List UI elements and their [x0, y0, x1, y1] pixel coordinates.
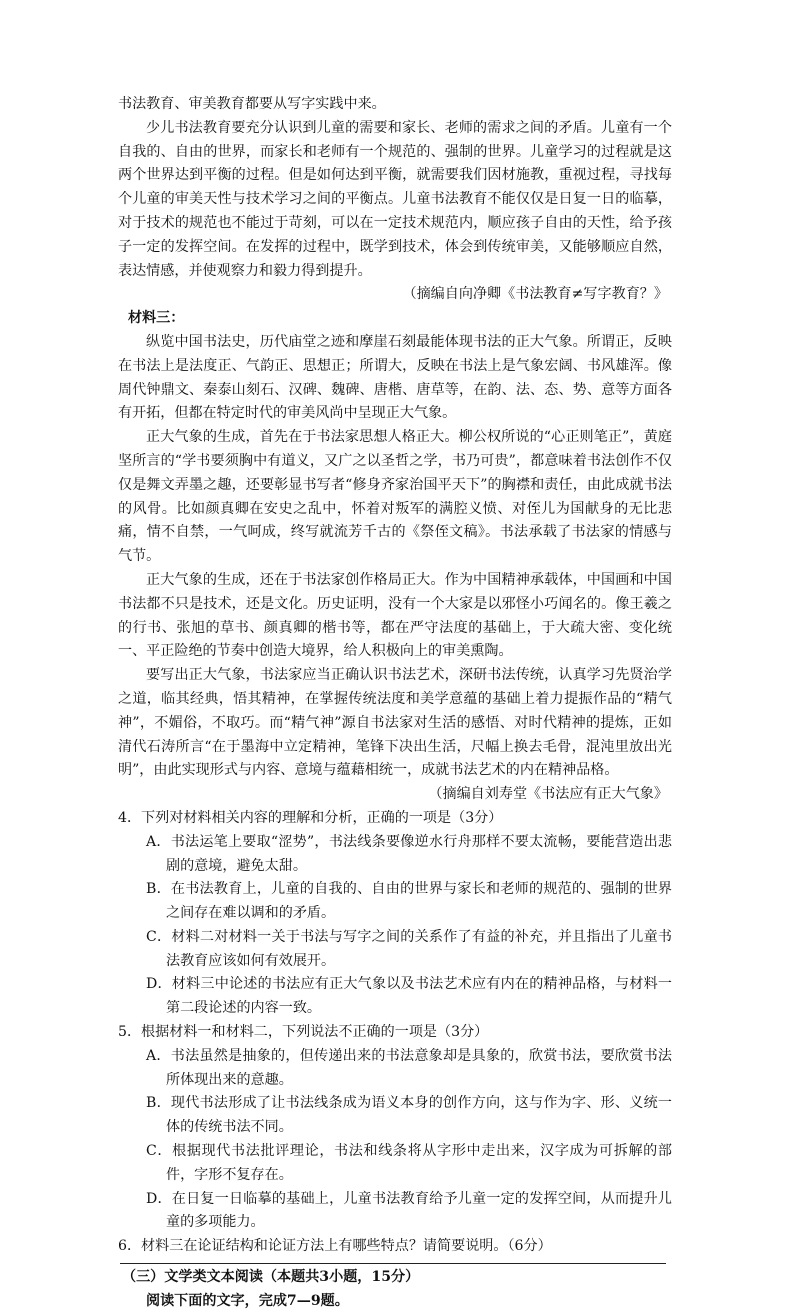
- material2-paragraph: 少儿书法教育要充分认识到儿童的需要和家长、老师的需求之间的矛盾。儿童有一个自我的、自由的世界，而家长和老师有一个规范的、强制的世界。儿童学习的过程就是这两个世界达到平衡的过程。但是如何达到平衡，就需要我们因材施教，重视过程，寻找每个儿童的审美天性与技术学习之间的平衡点。儿童书法教育不能仅仅是日复一日的临摹，对于技术的规范也不能过于苛刻，可以在一定技术规范内，顺应孩子自由的天性，给予孩子一定的发挥空间。在发挥的过程中，既学到技术，体会到传统审美，又能够顺应自然，表达情感，并使观察力和毅力得到提升。: [118, 119, 672, 279]
- material3-heading: 材料三：: [128, 310, 185, 327]
- question-4: [118, 807, 672, 1021]
- question-option: A．书法运笔上要取“涩势”，书法线条要像逆水行舟那样不要太流畅，要能营造出悲剧的意境，避免太甜。: [146, 833, 672, 874]
- material3-paragraph-2: 正大气象的生成，首先在于书法家思想人格正大。柳公权所说的“心正则笔正”，黄庭坚所言的“学书要须胸中有道义，又广之以圣哲之学，书乃可贵”，都意味着书法创作不仅仅是舞文弄墨之趣，还要彰显书写者“修身齐家治国平天下”的胸襟和责任，由此成就书法的风骨。比如颜真卿在安史之乱中，怀着对叛军的满腔义愤、对侄儿为国献身的无比悲痛，情不自禁，一气呵成，终写就流芳千古的《祭侄文稿》。书法承载了书法家的情感与气节。: [118, 429, 672, 565]
- question-stem: 4．下列对材料相关内容的理解和分析，正确的一项是（3分）: [118, 809, 503, 826]
- question-option: C．材料二对材料一关于书法与写字之间的关系作了有益的补充，并且指出了儿童书法教育应该如何有效展开。: [146, 928, 672, 969]
- material2-tail-line: 书法教育、审美教育都要从写字实践中来。: [118, 96, 386, 112]
- material2-source: （摘编自向净卿《书法教育≠写字教育？》: [402, 286, 668, 303]
- question-option: C．根据现代书法批评理论，书法和线条将从字形中走出来，汉字成为可拆解的部件，字形不复存在。: [146, 1143, 672, 1183]
- material3-source: （摘编自刘寿堂《书法应有正大气象》: [428, 786, 668, 803]
- question-stem: 6．材料三在论证结构和论证方法上有哪些特点？请简要说明。（6分）: [118, 1238, 552, 1255]
- material3-paragraph-1: 纵览中国书法史，历代庙堂之迹和摩崖石刻最能体现书法的正大气象。所谓正，反映在书法上是法度正、气韵正、思想正；所谓大，反映在书法上是气象宏阔、书风雄浑。像周代钟鼎文、秦泰山刻石、汉碑、魏碑、唐楷、唐草等，在韵、法、态、势、意等方面各有开拓，但都在特定时代的审美风尚中呈现正大气象。: [118, 333, 672, 422]
- question-stem: 5．根据材料一和材料二，下列说法不正确的一项是（3分）: [118, 1024, 489, 1041]
- question-option: B．现代书法形成了让书法线条成为语义本身的创作方向，这与作为字、形、义统一体的传统书法不同。: [146, 1095, 672, 1136]
- section-divider: [120, 1263, 666, 1264]
- document-page: [118, 93, 672, 1314]
- question-option: A．书法虽然是抽象的，但传递出来的书法意象却是具象的，欣赏书法，要欣赏书法所体现出来的意趣。: [146, 1047, 672, 1088]
- material3-paragraph-3: 正大气象的生成，还在于书法家创作格局正大。作为中国精神承载体，中国画和中国书法都不只是技术，还是文化。历史证明，没有一个大家是以邪怪小巧闻名的。像王羲之的行书、张旭的草书、颜真卿的楷书等，都在严守法度的基础上，于大疏大密、变化统一、平正险绝的节奏中创造大境界，给人积极向上的审美熏陶。: [118, 571, 672, 660]
- material3-paragraph-4: 要写出正大气象，书法家应当正确认识书法艺术，深研书法传统，认真学习先贤治学之道，临其经典，悟其精神，在掌握传统法度和美学意蕴的基础上着力提振作品的“精气神”，不媚俗，不取巧。而“精气神”源自书法家对生活的感悟、对时代精神的提炼，正如清代石涛所言“在于墨海中立定精神，笔锋下决出生活，尺幅上换去毛骨，混沌里放出光明”，由此实现形式与内容、意境与蕴藉相统一，成就书法艺术的内在精神品格。: [118, 667, 672, 779]
- section-title: （三）文学类文本阅读（本题共3小题，15分）: [122, 1269, 420, 1286]
- question-option: D．在日复一日临摹的基础上，儿童书法教育给予儿童一定的发挥空间，从而提升儿童的多项能力。: [146, 1190, 672, 1231]
- section-instruction: 阅读下面的文字，完成7—9题。: [146, 1292, 349, 1309]
- question-5: [118, 1021, 672, 1235]
- question-6: [118, 1235, 672, 1259]
- question-option: D．材料三中论述的书法应有正大气象以及书法艺术应有内在的精神品格，与材料一第二段论述的内容一致。: [146, 976, 672, 1017]
- question-option: B．在书法教育上，儿童的自我的、自由的世界与家长和老师的规范的、强制的世界之间存在难以调和的矛盾。: [146, 881, 672, 922]
